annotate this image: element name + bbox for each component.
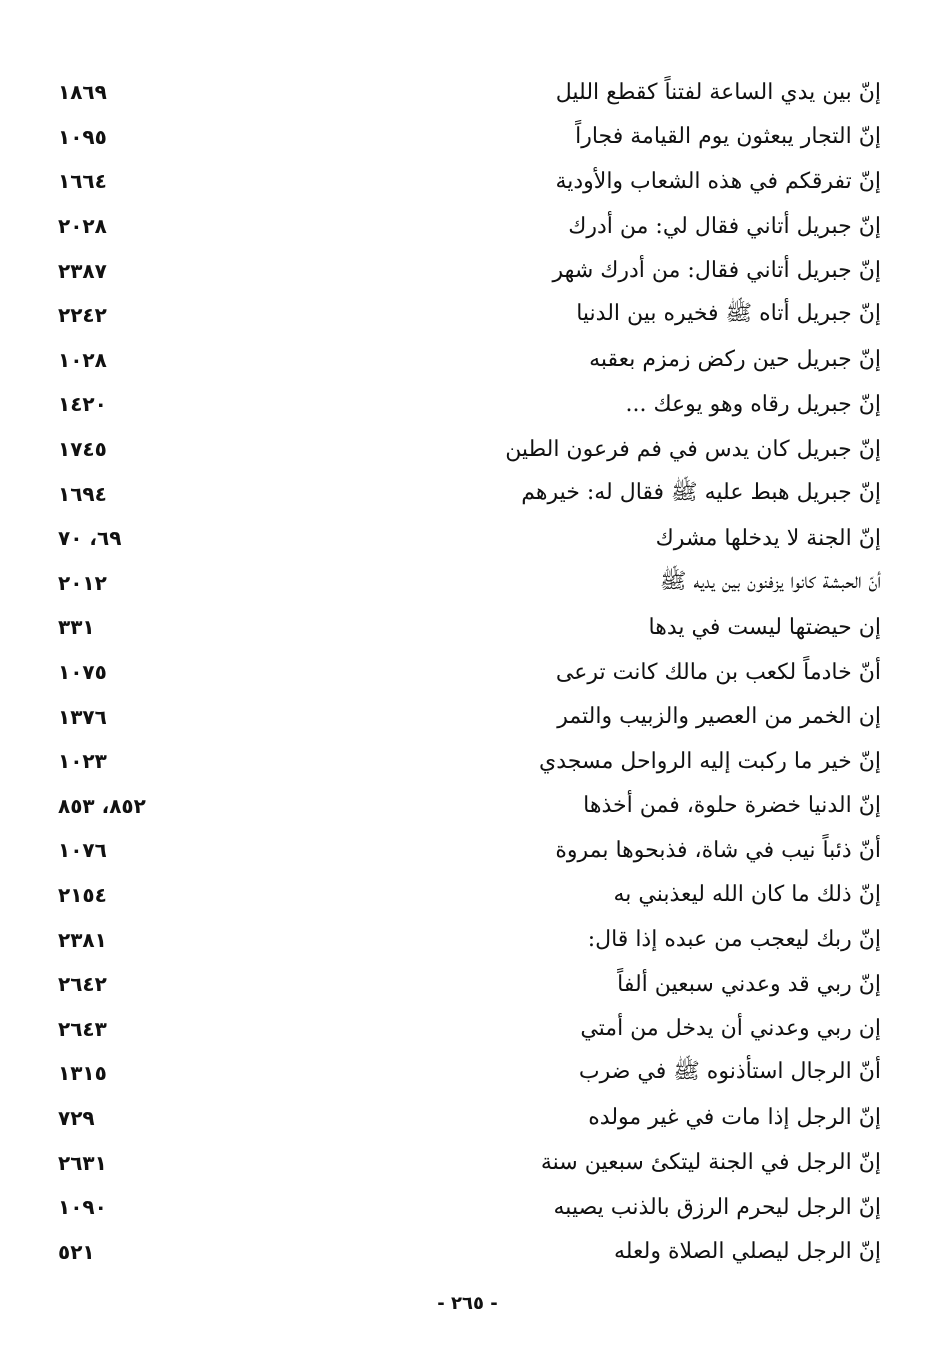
index-row [40, 650, 885, 695]
index-row [40, 1006, 885, 1051]
entry-text: إنّ جبريل حين ركض زمزم بعقبه [589, 347, 881, 373]
index-row [40, 962, 885, 1007]
entry-number: ٢٣٨٧ [58, 258, 107, 283]
entry-number: ١٤٢٠ [58, 392, 107, 417]
entry-text: إن ربي وعدني أن يدخل من أمتي [580, 1016, 881, 1042]
index-row [40, 739, 885, 784]
entry-text: إنّ التجار يبعثون يوم القيامة فجاراً [575, 124, 881, 150]
entry-text: إنّ الرجل ليحرم الرزق بالذنب يصيبه [553, 1194, 881, 1220]
entry-text: إنّ خير ما ركبت إليه الرواحل مسجدي [538, 748, 881, 774]
entry-text: إنّ جبريل كان يدس في فم فرعون الطين [505, 436, 881, 462]
entry-number: ١٠٢٨ [58, 347, 107, 372]
entry-number: ٢٠٢٨ [58, 214, 107, 239]
entry-number: ٣٣١ [58, 615, 95, 640]
entry-text: إن حيضتها ليست في يدها [648, 614, 881, 640]
entry-number: ١٧٤٥ [58, 437, 107, 462]
entry-text: إنّ جبريل أتاني فقال: من أدرك شهر [552, 258, 881, 284]
entry-text: إنّ جبريل هبط عليه ﷺ فقال له: خيرهم [521, 479, 881, 505]
index-row [40, 1140, 885, 1185]
index-row [40, 471, 885, 516]
entry-text: إنّ ذلك ما كان الله ليعذبني به [613, 882, 881, 908]
index-row [40, 115, 885, 160]
entry-number: ١٠٩٥ [58, 124, 107, 149]
entry-text: إنّ جبريل أتاني فقال لي: من أدرك [568, 213, 881, 239]
entry-number: ٢٢٤٢ [58, 303, 107, 328]
index-row [40, 561, 885, 606]
entry-number: ٢٦٤٢ [58, 972, 107, 997]
entry-number: ٢٦٣١ [58, 1150, 107, 1175]
entry-text: إنّ الرجل إذا مات في غير مولده [588, 1105, 881, 1131]
entry-text: أنّ الحبشة كانوا يزفنون بين يديه ﷺ [659, 568, 881, 594]
index-row [40, 873, 885, 918]
index-row [40, 516, 885, 561]
entry-text: إنّ ربي قد وعدني سبعين ألفاً [617, 971, 881, 997]
entry-number: ٢١٥٤ [58, 882, 107, 907]
page-number: - ٢٦٥ - [437, 1293, 498, 1314]
index-row [40, 427, 885, 472]
entry-number: ٢٦٤٣ [58, 1016, 107, 1041]
index-row [40, 828, 885, 873]
index-row [40, 338, 885, 383]
entry-number: ١٨٦٩ [58, 80, 107, 105]
index-row [40, 784, 885, 829]
entry-number: ٧٢٩ [58, 1105, 95, 1130]
entry-text: إن الخمر من العصير والزبيب والتمر [557, 704, 881, 730]
index-row [40, 70, 885, 115]
entry-number: ٨٥٢، ٨٥٣ [58, 793, 146, 818]
index-row [40, 917, 885, 962]
entry-text: إنّ الرجل في الجنة ليتكئ سبعين سنة [540, 1150, 881, 1176]
entry-number: ١٠٢٣ [58, 749, 107, 774]
index-row [40, 1051, 885, 1096]
index-row [40, 1096, 885, 1141]
index-row [40, 204, 885, 249]
entry-number: ١٦٦٤ [58, 169, 107, 194]
index-row [40, 1229, 885, 1274]
entry-number: ٥٢١ [58, 1239, 95, 1264]
hadith-index-list [40, 70, 885, 1274]
index-row [40, 694, 885, 739]
entry-number: ١٦٩٤ [58, 481, 107, 506]
entry-text: إنّ الجنة لا يدخلها مشرك [655, 525, 881, 551]
entry-text: إنّ جبريل أتاه ﷺ فخيره بين الدنيا [576, 301, 881, 327]
index-row [40, 293, 885, 338]
entry-number: ٦٩، ٧٠ [58, 526, 122, 551]
entry-text: إنّ ربك ليعجب من عبده إذا قال: [587, 927, 881, 953]
entry-text: إنّ الرجل ليصلي الصلاة ولعله [613, 1239, 881, 1265]
entry-text: إنّ الدنيا خضرة حلوة، فمن أخذها [583, 793, 881, 819]
index-row [40, 605, 885, 650]
entry-number: ٢٣٨١ [58, 927, 107, 952]
index-row [40, 248, 885, 293]
index-row [40, 1185, 885, 1230]
entry-text: إنّ تفرقكم في هذه الشعاب والأودية [555, 168, 881, 194]
entry-number: ١٠٧٥ [58, 660, 107, 685]
entry-text: أنّ خادماً لكعب بن مالك كانت ترعى [555, 659, 881, 685]
entry-number: ١٠٧٦ [58, 838, 107, 863]
entry-number: ١٠٩٠ [58, 1195, 107, 1220]
index-row [40, 382, 885, 427]
entry-number: ١٣٧٦ [58, 704, 107, 729]
index-row [40, 159, 885, 204]
entry-text: إنّ جبريل رقاه وهو يوعك ... [625, 391, 881, 417]
entry-text: أنّ ذئباً نيب في شاة، فذبحوها بمروة [555, 837, 881, 863]
entry-text: إنّ بين يدي الساعة لفتناً كقطع الليل [555, 79, 881, 105]
entry-text: أنّ الرجال استأذنوه ﷺ في ضرب [578, 1059, 881, 1085]
entry-number: ١٣١٥ [58, 1061, 107, 1086]
entry-number: ٢٠١٢ [58, 570, 107, 595]
